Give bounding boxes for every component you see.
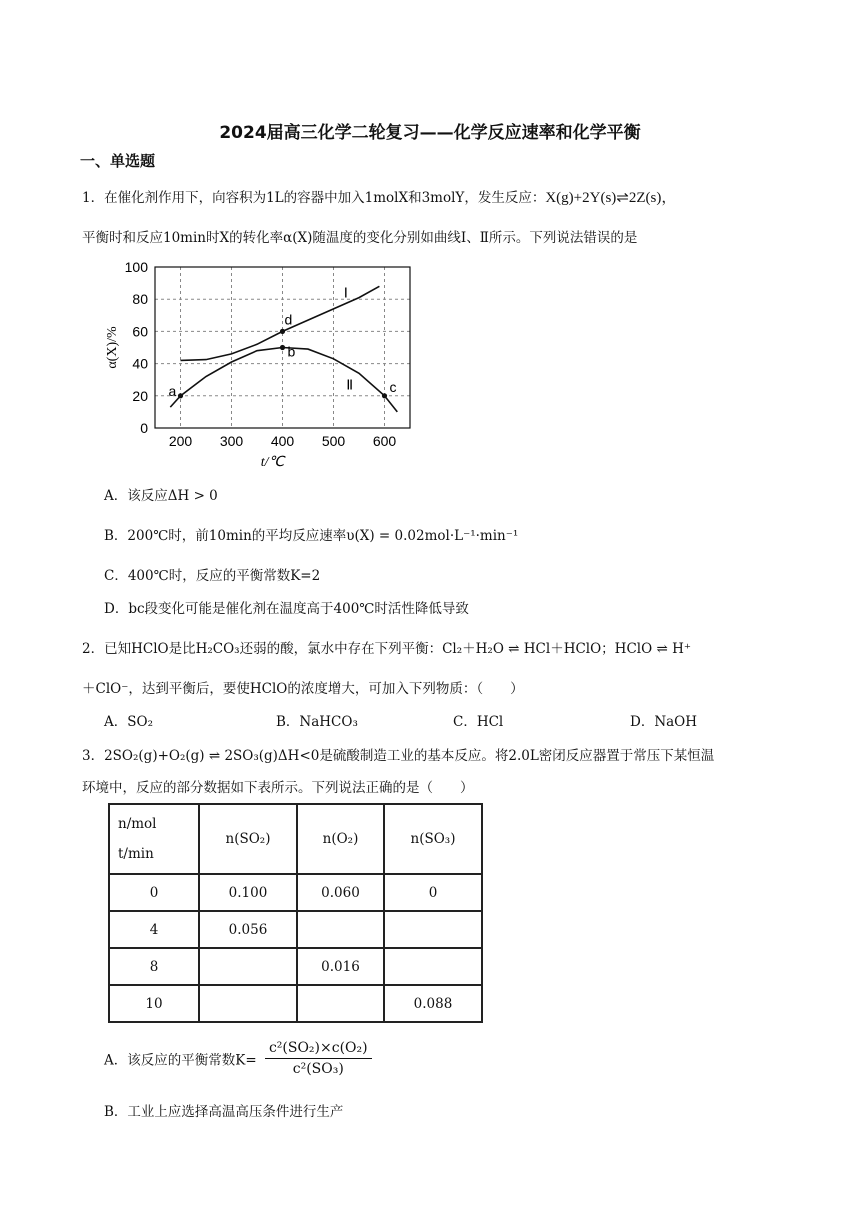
equilibrium-fraction [265,1040,372,1077]
header-cell: n(SO₂) [199,804,297,874]
x-tick-label: 300 [219,433,244,449]
point-c [382,393,387,398]
table-row [109,874,482,911]
point-label-c: c [389,378,397,395]
point-label-a: a [168,382,177,399]
x-tick-label: 200 [168,433,193,449]
point-b [280,345,285,350]
table-cell [384,911,482,948]
curve-i [181,286,380,360]
table-cell [199,985,297,1022]
q1-equation: X(g)+2Y(s)⇌2Z(s)， [545,190,677,206]
y-tick-label: 20 [132,387,148,404]
table-cell: 0.016 [297,948,384,985]
q2-option-d: D．NaOH [630,714,698,730]
table-cell: 10 [109,985,199,1022]
y-tick-label: 40 [132,355,148,372]
conversion-chart [100,255,430,475]
q3-option-b: B．工业上应选择高温高压条件进行生产 [104,1104,344,1120]
curve-ii [170,348,397,412]
q3-line1: 3．2SO₂(g)+O₂(g) ⇌ 2SO₃(g)ΔH<0是硫酸制造工业的基本反应。将2.0L密闭反应器置于常压下某恒温 [82,748,715,764]
header-cell: n(SO₃) [384,804,482,874]
y-axis-label: α(X)/% [105,326,120,369]
q1-option-b: B．200℃时，前10min的平均反应速率υ(X) = 0.02mol·L⁻¹·min⁻¹ [104,528,519,544]
q1-stem: 1．在催化剂作用下，向容积为1L的容器中加入1molX和3molY，发生反应： [82,190,546,206]
q3-option-a-text: A．该反应的平衡常数K= [104,1052,257,1069]
fraction-denominator: c²(SO₃) [292,1061,344,1077]
table-row [109,948,482,985]
y-tick-label: 60 [132,323,148,340]
page-title: 2024届高三化学二轮复习——化学反应速率和化学平衡 [219,123,641,143]
q3-line2: 环境中，反应的部分数据如下表所示。下列说法正确的是（ ） [82,780,474,796]
table-cell: 0 [109,874,199,911]
table-row [109,911,482,948]
data-table [108,803,483,1023]
q2-option-c: C．HCl [453,714,504,730]
q1-option-a: A．该反应ΔH > 0 [104,488,218,504]
q1-option-d: D．bc段变化可能是催化剂在温度高于400℃时活性降低导致 [104,601,469,617]
q2-line2: ＋ClO⁻，达到平衡后，要使HClO的浓度增大，可加入下列物质：（ ） [82,681,524,697]
point-label-d: d [284,311,293,328]
fraction-numerator: c²(SO₂)×c(O₂) [265,1040,372,1059]
point-d [280,329,285,334]
x-axis-label: t/℃ [260,455,285,470]
header-cell: n(O₂) [297,804,384,874]
q3-option-a [104,1040,372,1077]
y-tick-label: 0 [140,420,148,436]
q2-option-b: B．NaHCO₃ [276,714,358,730]
section-heading: 一、单选题 [80,152,156,170]
corner-bottom: t/min [118,846,154,862]
point-a [178,393,183,398]
table-cell: 0.060 [297,874,384,911]
table-cell: 0.056 [199,911,297,948]
table-corner [109,804,199,874]
table-cell: 0 [384,874,482,911]
x-tick-label: 400 [270,433,295,449]
table-cell [297,985,384,1022]
y-tick-label: 100 [124,259,148,275]
table-cell: 0.100 [199,874,297,911]
x-tick-label: 600 [372,433,397,449]
y-tick-label: 80 [132,291,148,308]
table-cell [297,911,384,948]
corner-top: n/mol [118,816,157,832]
point-label-b: b [287,343,296,360]
table-cell: 4 [109,911,199,948]
table-cell [199,948,297,985]
q2-line1: 2．已知HClO是比H₂CO₃还弱的酸，氯水中存在下列平衡：Cl₂＋H₂O ⇌ HCl＋HClO；HClO ⇌ H⁺ [82,641,691,657]
series-label-i: Ⅰ [343,286,348,302]
table-cell: 8 [109,948,199,985]
series-label-ii: Ⅱ [346,378,354,394]
x-tick-label: 500 [321,433,346,449]
table-cell: 0.088 [384,985,482,1022]
table-row [109,985,482,1022]
table-cell [384,948,482,985]
q1-line2: 平衡时和反应10min时X的转化率α(X)随温度的变化分别如曲线Ⅰ、Ⅱ所示。下列说法错误的是 [82,230,638,246]
q2-option-a: A．SO₂ [104,714,153,730]
q1-line1 [82,186,676,207]
q1-option-c: C．400℃时，反应的平衡常数K=2 [104,568,321,584]
